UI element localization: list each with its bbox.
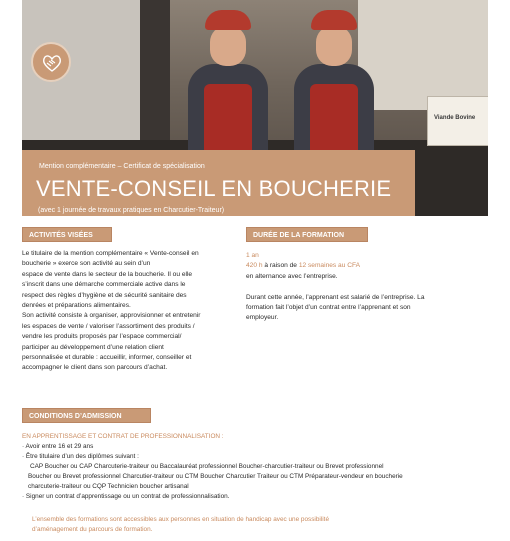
condition-age: · Avoir entre 16 et 29 ans	[22, 443, 94, 450]
duree-paragraph: Durant cette année, l’apprenant est salarié de l’entreprise. La formation fait l’objet d’un contrat entre l’apprenant et son employeur.	[246, 293, 425, 322]
page-title: VENTE-CONSEIL EN BOUCHERIE	[36, 176, 392, 201]
condition-diploma-intro: · Être titulaire d’un des diplômes suivant :	[22, 453, 139, 460]
diploma-line: Boucher ou Brevet professionnel Charcutier-traiteur ou CTM Boucher Charcutier Traiteur ou CTM Préparateur-vendeur en boucherie	[28, 473, 403, 480]
duree-hours-line: 420 h à raison de 12 semaines au CFA	[246, 262, 361, 270]
conditions-title: EN APPRENTISSAGE ET CONTRAT DE PROFESSIONNALISATION :	[22, 433, 224, 440]
handshake-heart-icon	[31, 42, 71, 82]
meat-price-sign: Viande Bovine	[427, 96, 488, 146]
title-banner	[22, 150, 415, 216]
diploma-line: CAP Boucher ou CAP Charcuterie-traiteur ou Baccalauréat professionnel Boucher-charcutier-traiteur ou Brevet professionnel	[30, 463, 384, 470]
diploma-line: charcuterie-traiteur ou CQP Technicien boucher artisanal	[28, 483, 189, 490]
duree-length: 1 an	[246, 252, 259, 259]
activites-heading: ACTIVITÉS VISÉES	[22, 227, 112, 242]
apprentice-left	[180, 10, 276, 160]
activites-p1: Le titulaire de la mention complémentaire « Vente-conseil en boucherie » exerce son activité au sein d’un espace de vente dans le secteur de la boucherie. Il ou elle s’inscrit dans une démarche commerciale active dans le respect des règles d’hygiène et de sécurité sanitaire des denrées et préparations alimentaires.	[22, 250, 199, 310]
condition-contract: · Signer un contrat d’apprentissage ou un contrat de professionnalisation.	[22, 493, 230, 500]
accessibility-note: L’ensemble des formations sont accessibles aux personnes en situation de handicap avec une possibilité d’aménagement du parcours de formation.	[32, 516, 329, 533]
activites-p2: Son activité consiste à organiser, approvisionner et entretenir les espaces de vente / valoriser l’assortiment des produits / vendre les produits proposés par l’espace commercial/ participer au développement d’une relation client personnalisée et durable : accueillir, informer, conseiller et accompagner le client dans son parcours d’achat.	[22, 312, 201, 372]
activites-text	[22, 249, 234, 374]
duree-alternance: en alternance avec l’entreprise.	[246, 272, 338, 280]
apprentice-right	[286, 10, 382, 160]
duree-text	[246, 251, 466, 324]
banner-subtitle: (avec 1 journée de travaux pratiques en Charcutier-Traiteur)	[38, 207, 225, 214]
banner-kicker: Mention complémentaire – Certificat de spécialisation	[39, 163, 205, 170]
conditions-heading: CONDITIONS D’ADMISSION	[22, 408, 151, 423]
duree-heading: DURÉE DE LA FORMATION	[246, 227, 368, 242]
conditions-text	[22, 432, 492, 502]
